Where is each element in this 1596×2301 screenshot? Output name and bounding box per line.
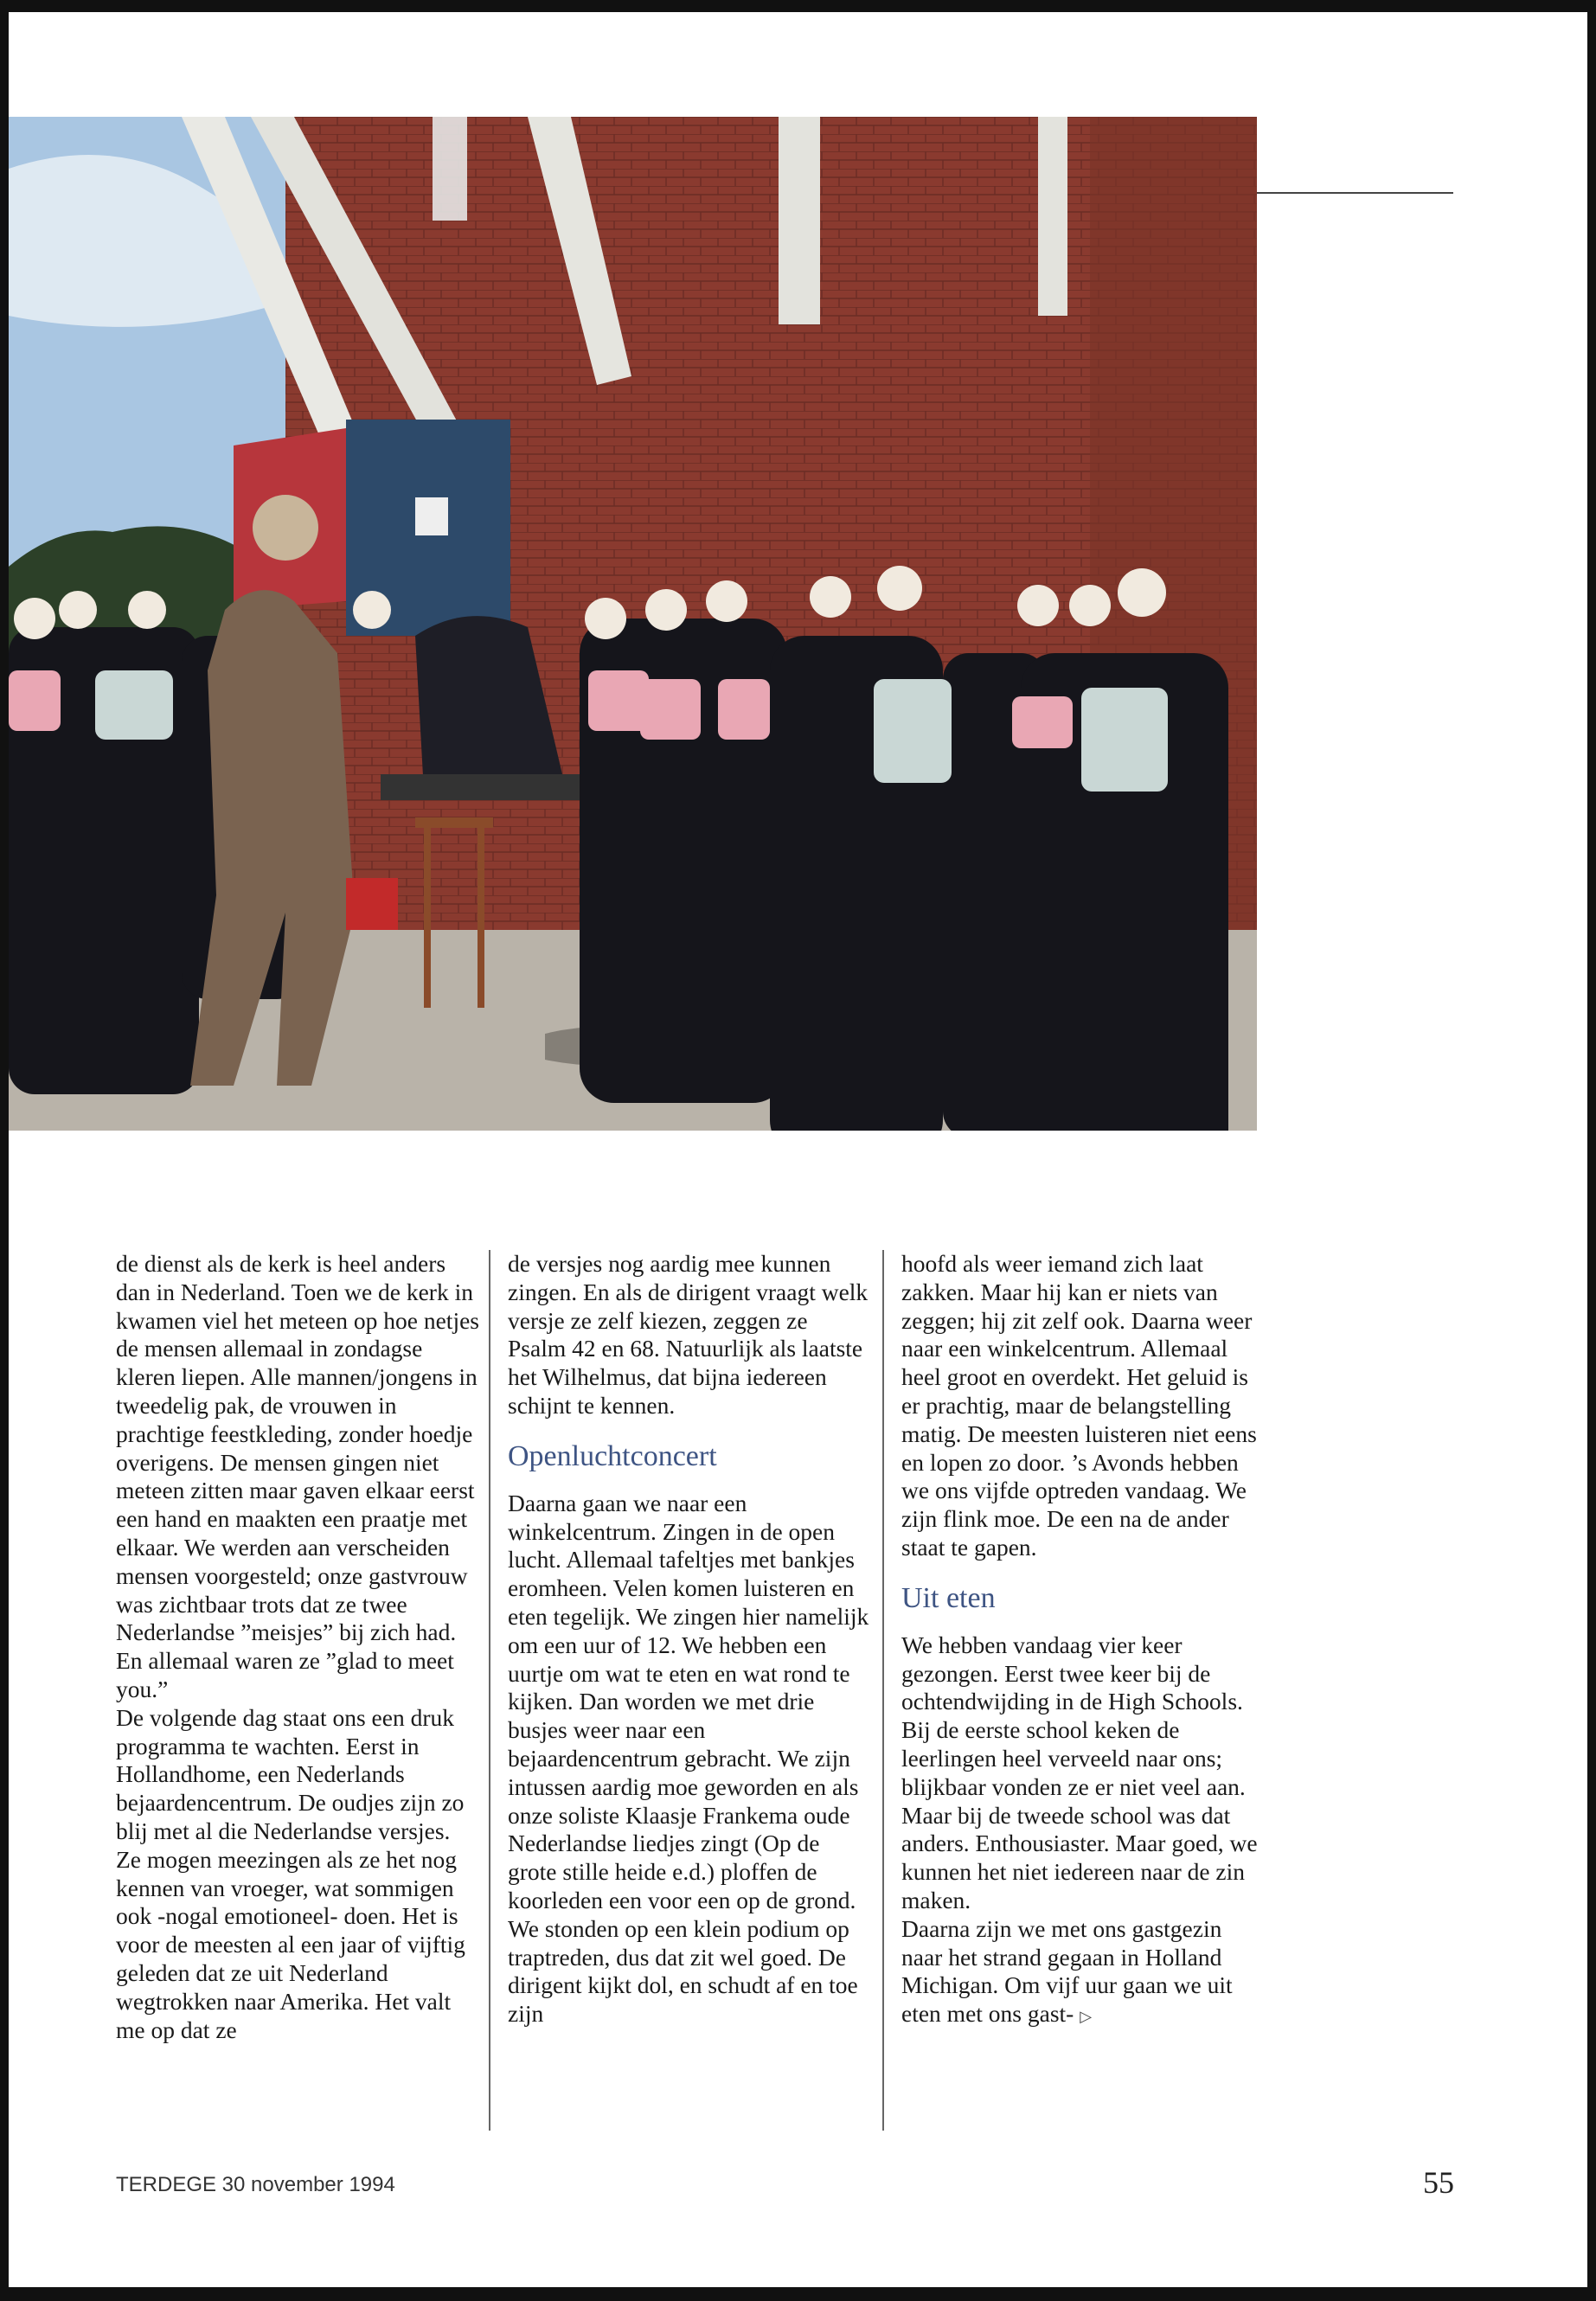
paragraph: de dienst als de kerk is heel anders dan in Nederland. Toen we de kerk in kwamen viel het meteen op hoe netjes de mensen allemaal in zondagse kleren liepen. Alle mannen/jongens in tweedelig pak, de vrouwen in prachtige feestkleding, zonder hoedje overigens. De mensen gingen niet meteen zitten maar gaven elkaar eerst een hand en maakten een praatje met elkaar. We werden aan verscheiden mensen voorgesteld; onze gastvrouw was zichtbaar trots dat ze twee Nederlandse ”meisjes” bij zich had. En allemaal waren ze ”glad to meet you.” bbox=[116, 1250, 479, 1702]
choir-photo-illustration bbox=[9, 117, 1257, 1131]
page-border-bottom bbox=[0, 2287, 1596, 2301]
paragraph: Daarna gaan we naar een winkelcentrum. Zingen in de open lucht. Allemaal tafeltjes met bankjes eromheen. Velen komen luisteren en eten tegelijk. We zingen hier namelijk om een uur of 12. We hebben een uurtje om wat te eten en wat rond te kijken. Dan worden we met drie busjes weer naar een bejaardencentrum gebracht. We zijn intussen aardig moe geworden en als onze soliste Klaasje Frankema oude Nederlandse liedjes zingt (Op de grote stille heide e.d.) ploffen de koorleden een voor een op de grond. We stonden op een klein podium op traptreden, dus dat zit wel goed. De dirigent kijkt dol, en schudt af en toe zijn bbox=[508, 1489, 869, 2028]
column-divider bbox=[489, 1250, 490, 2131]
paragraph: De volgende dag staat ons een druk programma te wachten. Eerst in Hollandhome, een Nederlands bejaardencentrum. De oudjes zijn zo blij met al die Nederlandse versjes. Ze mogen meezingen als ze het nog kennen van vroeger, wat sommigen ook -nogal emotioneel- doen. Het is voor de meesten al een jaar of vijftig geleden dat ze uit Nederland wegtrokken naar Amerika. Het valt me op dat ze bbox=[116, 1703, 465, 2043]
text-column-2 bbox=[508, 1250, 871, 2029]
paragraph bbox=[901, 1915, 1265, 2031]
paragraph: de versjes nog aardig mee kunnen zingen. En als de dirigent vraagt welk versje ze zelf kiezen, zeggen ze Psalm 42 en 68. Natuurlijk als laatste het Wilhelmus, dat bijna iedereen schijnt te kennen. bbox=[508, 1250, 869, 1419]
paragraph: We hebben vandaag vier keer gezongen. Eerst twee keer bij de ochtendwijding in de High Schools. Bij de eerste school keken de leerlingen heel verveeld naar ons; blijkbaar vonden ze er niet veel aan. Maar bij de tweede school was dat anders. Enthousiaster. Maar goed, we kunnen het niet iedereen naar de zin maken. bbox=[901, 1631, 1258, 1913]
choir-photo bbox=[9, 117, 1257, 1131]
section-heading: Openluchtconcert bbox=[508, 1439, 717, 1472]
continued-arrow-icon: ▷ bbox=[1080, 2008, 1093, 2026]
section-heading: Uit eten bbox=[901, 1581, 996, 1614]
page-border-right bbox=[1587, 0, 1596, 2301]
page-border-left bbox=[0, 0, 9, 2301]
column-divider bbox=[882, 1250, 884, 2131]
text-column-3 bbox=[901, 1250, 1265, 2031]
page-border-top bbox=[0, 0, 1596, 12]
footer-publication: TERDEGE 30 november 1994 bbox=[116, 2173, 395, 2196]
paragraph: hoofd als weer iemand zich laat zakken. Maar hij kan er niets van zeggen; hij zit zelf ook. Daarna weer naar een winkelcentrum. Allemaal heel groot en overdekt. Het geluid is er prachtig, maar de belangstelling matig. De meesten luisteren niet eens en lopen zo door. ’s Avonds hebben we ons vijfde optreden vandaag. We zijn flink moe. De een na de ander staat te gapen. bbox=[901, 1250, 1257, 1561]
header-rule bbox=[1257, 192, 1453, 194]
paragraph-text: Daarna zijn we met ons gastgezin naar het strand gegaan in Holland Michigan. Om vijf uur gaan we uit eten met ons gast- bbox=[901, 1914, 1233, 2028]
page-number: 55 bbox=[1423, 2165, 1454, 2200]
text-column-1 bbox=[116, 1250, 479, 2044]
